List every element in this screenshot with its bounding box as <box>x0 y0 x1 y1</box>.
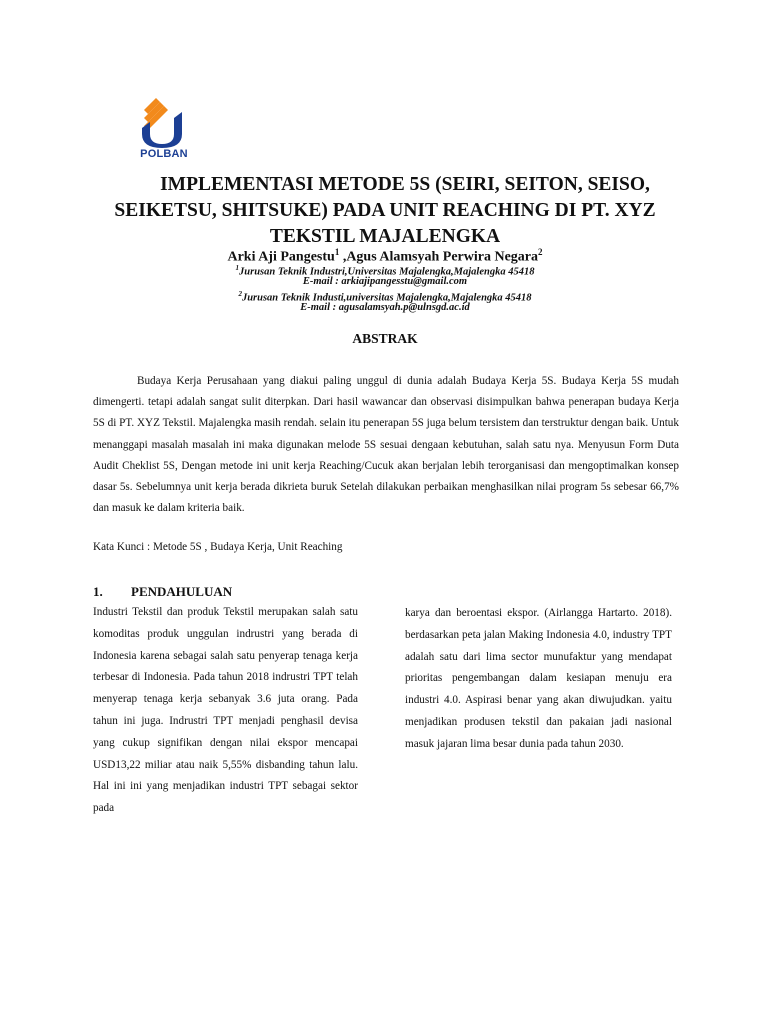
polban-logo-icon <box>136 96 192 148</box>
author-separator: , <box>339 249 347 265</box>
left-column-text: Industri Tekstil dan produk Tekstil merupakan salah satu komoditas produk unggulan indrustri yang berada di Indonesia karena sebagai salah satu penyerap tenaga kerja terbesar di Indonesia. Pada tahun 2018 indrustri TPT telah menyerap tenaga kerja sebanyak 3.6 juta orang. Pada tahun ini juga. Indrustri TPT menjadi penghasil devisa yang cukup signifikan dengan nilai ekspor mencapai USD13,22 miliar atau naik 5,55% disbanding tahun lalu. Hal ini ini yang menjadikan industri TPT sebagai sektor pada <box>93 606 358 815</box>
body-column-left <box>93 602 358 820</box>
abstract-heading: ABSTRAK <box>352 331 418 346</box>
section-heading <box>93 584 373 600</box>
affiliation-sup: 2 <box>238 290 242 298</box>
author-2-sup: 2 <box>538 247 543 257</box>
keywords: Kata Kunci : Metode 5S , Budaya Kerja, Unit Reaching <box>93 541 343 553</box>
affiliation-sup: 1 <box>235 264 240 272</box>
logo-text: POLBAN <box>140 148 188 160</box>
right-column-text: karya dan beroentasi ekspor. (Airlangga Hartarto. 2018). berdasarkan peta jalan Making Indonesia 4.0, industry TPT adalah satu dari lima sector munufaktur yang mendapat prioritas pengembangan dalam kesiapan menuju era industri 4.0. Aspirasi benar yang akan diwujudkan. yaitu menjadikan produsen tekstil dan pakaian jadi nasional masuk jajaran lima besar dunia pada tahun 2030. <box>405 607 672 750</box>
title-line-3: TEKSTIL MAJALENGKA <box>269 226 501 247</box>
polban-logo <box>136 96 192 162</box>
section-number: 1. <box>93 584 103 599</box>
body-column-right <box>405 603 672 756</box>
email-text: E-mail : arkiajipangesstu@gmail.com <box>302 276 468 287</box>
author-2: Agus Alamsyah Perwira Negara <box>346 249 539 265</box>
title-line-2: SEIKETSU, SHITSUKE) PADA UNIT REACHING DI PT. XYZ <box>114 200 656 221</box>
email-2 <box>80 301 690 314</box>
affiliation-text: Jurusan Teknik Industri,Universitas Majalengka,Majalengka 45418 <box>239 266 535 278</box>
section-title: PENDAHULUAN <box>131 584 233 599</box>
author-1: Arki Aji Pangestu <box>227 249 335 265</box>
abstract-body <box>93 371 679 519</box>
email-text: E-mail : agusalamsyah.p@ulnsgd.ac.id <box>300 302 470 313</box>
abstract-paragraph: Budaya Kerja Perusahaan yang diakui paling unggul di dunia adalah Budaya Kerja 5S. Budaya Kerja 5S mudah dimengerti. tetapi adalah sangat sulit diterpkan. Dari hasil wawancar dan observasi disimpulkan bahwa penerapan budaya Kerja 5S di PT. XYZ Tekstil. Majalengka masih rendah. selain itu penerapan 5S juga belum tersistem dan terstruktur dengan baik. Untuk menanggapi masalah masalah ini maka digunakan melode 5S sesuai dengaan kebutuhan, salah satu nya. Menyusun Form Duta Audit Cheklist 5S, Dengan metode ini unit kerja Reaching/Cucuk akan berjalan lebih terorganisasi dan mengoptimalkan konsep dasar 5s. Sebelumnya unit kerja berada dikrieta buruk Setelah dilakukan perbaikan menghasilkan nilai program 5s sebesar 66,7% dan masuk ke dalam kriteria baik. <box>93 375 679 515</box>
paper-title <box>80 172 690 250</box>
title-line-1: IMPLEMENTASI METODE 5S (SEIRI, SEITON, SEISO, <box>160 174 650 195</box>
author-1-sup: 1 <box>334 247 340 257</box>
affiliation-text: Jurusan Teknik Industi,universitas Majalengka,Majalengka 45418 <box>241 292 532 304</box>
email-1 <box>80 275 690 288</box>
